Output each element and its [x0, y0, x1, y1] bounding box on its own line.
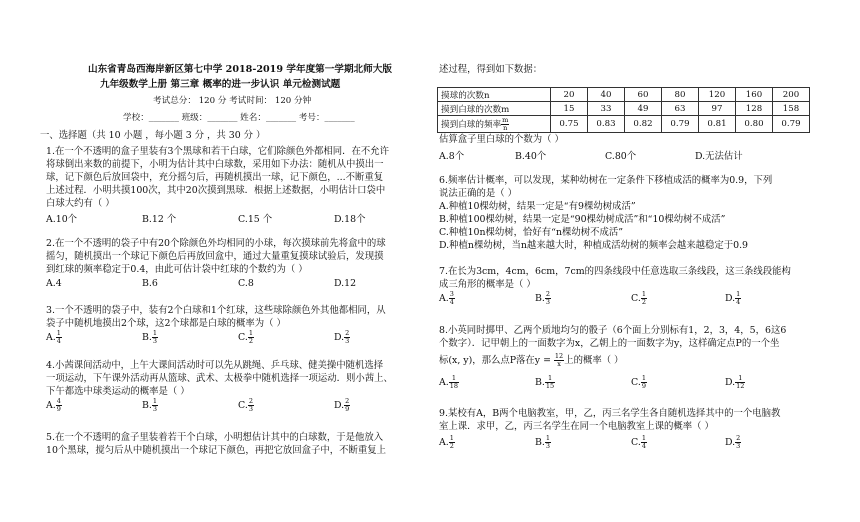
q6-option-a: A.种植10棵幼树，结果一定是“有9棵幼树成活”	[439, 201, 636, 212]
q1-line: 将球倒出来数的前提下，小明为估计其中白球数，采用如下办法：随机从中摸出一	[46, 159, 384, 170]
table-row	[438, 116, 810, 133]
table-cell: 158	[773, 102, 810, 116]
q8-option-c: C. $\frac{1}{9}$	[631, 374, 646, 390]
table-cell: 128	[736, 102, 773, 116]
q2-option-a: A.4	[46, 278, 62, 289]
doc-title-line1: 山东省青岛西海岸新区第七中学 2018-2019 学年度第一学期北师大版	[88, 64, 392, 75]
q5-line: 5.在一个不透明的盒子里装着若干个白球，小明想估计其中的白球数，于是他放入	[46, 432, 384, 443]
q6-line: 6.频率估计概率，可以发现，某种幼树在一定条件下移植成活的概率为0.9，下列	[439, 175, 773, 186]
q3-option-a: A. $\frac{1}{4}$	[46, 329, 61, 345]
table-cell: 0.80	[736, 116, 773, 133]
q2-line: 2.在一个不透明的袋子中有20个除颜色外均相同的小球，每次摸球前先将盒中的球	[46, 238, 386, 249]
q3-line: 3.一个不透明的袋子中，装有2个白球和1个红球，这些球除颜色外其他都相同，从	[46, 305, 386, 316]
table-cell: 200	[773, 88, 810, 102]
frequency-table	[437, 87, 810, 133]
q9-option-d: D. $\frac{2}{3}$	[725, 434, 741, 450]
table-cell: 49	[625, 102, 662, 116]
table-cell: 0.81	[699, 116, 736, 133]
q2-option-d: D.12	[334, 278, 357, 289]
q4-option-c: C. $\frac{2}{3}$	[238, 397, 253, 413]
q7-line: 成三角形的概率是（ ）	[439, 279, 536, 290]
q8-line: 标(x, y)，那么点P落在y = $\frac{12}{x}$ 上的概率（ ）	[439, 352, 624, 368]
q1-option-a: A.10个	[46, 214, 78, 225]
table-cell: 摸到白球的次数m	[438, 102, 551, 116]
q9-option-b: B. $\frac{1}{3}$	[535, 434, 551, 450]
table-cell: 20	[551, 88, 588, 102]
table-cell: 0.83	[588, 116, 625, 133]
q1-line: 白球大约有（ ）	[46, 198, 115, 209]
table-row	[438, 88, 810, 102]
q5-line: 10个黑球，搅匀后从中随机摸出一个球记下颜色，再把它放回盒子中，不断重复上	[46, 445, 387, 456]
q3-option-c: C. $\frac{1}{2}$	[238, 329, 253, 345]
q4-line: 一项运动，下午课外活动再从篮球、武术、太极拳中随机选择一项运动．则小茜上、	[46, 373, 393, 384]
table-cell: 0.79	[773, 116, 810, 133]
q9-option-a: A. $\frac{1}{2}$	[439, 434, 454, 450]
q5-option-c: C.80个	[605, 151, 637, 162]
q1-option-b: B.12 个	[142, 214, 177, 225]
table-cell: 40	[588, 88, 625, 102]
table-cell: 80	[662, 88, 699, 102]
q4-option-b: B. $\frac{1}{3}$	[142, 397, 158, 413]
q1-option-d: D.18个	[334, 214, 366, 225]
q8-line: 个数字）．记甲朝上的一面数字为x，乙朝上的一面数字为y，这样确定点P的一个坐	[439, 338, 780, 349]
q5-continued: 述过程，得到如下数据：	[439, 64, 543, 75]
q7-option-a: A. $\frac{3}{4}$	[439, 290, 454, 306]
table-cell: 160	[736, 88, 773, 102]
table-cell: 0.75	[551, 116, 588, 133]
q8-option-b: B. $\frac{1}{15}$	[535, 374, 555, 390]
table-cell: 0.82	[625, 116, 662, 133]
q5-option-d: D.无法估计	[695, 151, 743, 162]
q5-option-b: B.40个	[515, 151, 547, 162]
q7-option-d: D. $\frac{1}{4}$	[725, 290, 741, 306]
table-cell: 摸到白球的频率 $\frac{m}{n}$	[438, 116, 551, 133]
q5-question: 估算盒子里白球的个数为（ ）	[439, 134, 564, 145]
q8-option-a: A. $\frac{1}{18}$	[439, 374, 459, 390]
q8-line: 8.小英同时掷甲、乙两个质地均匀的骰子（6个面上分别标有1，2，3，4，5，6这6	[439, 325, 787, 336]
q6-line: 说法正确的是（ ）	[439, 188, 517, 199]
exam-info: 考试总分： 120 分 考试时间： 120 分钟	[153, 96, 312, 106]
q1-line: 上述过程．小明共摸100次，其中20次摸到黑球．根据上述数据，小明估计口袋中	[46, 185, 386, 196]
q4-line: 下午都选中球类运动的概率是（ ）	[46, 386, 190, 397]
q4-option-a: A. $\frac{4}{9}$	[46, 397, 61, 413]
q9-line: 9.某校有A，B两个电脑教室，甲，乙，丙三名学生各自随机选择其中的一个电脑教	[439, 408, 781, 419]
q2-option-b: B.6	[142, 278, 158, 289]
q3-line: 袋子中随机地摸出2个球，这2个球都是白球的概率为（ ）	[46, 318, 286, 329]
doc-title-line2: 九年级数学上册 第三章 概率的进一步认识 单元检测试题	[100, 79, 341, 90]
q9-line: 室上课．求甲，乙，丙三名学生在同一个电脑教室上课的概率（ ）	[439, 421, 714, 432]
q2-line: 摇匀，随机摸出一个球记下颜色后再放回盒中，通过大量重复摸球试验后，发现摸	[46, 251, 384, 262]
q1-line: 球，记下颜色后放回袋中，充分摇匀后，再随机摸出一球，记下颜色，...不断重复	[46, 172, 384, 183]
q4-option-d: D. $\frac{2}{9}$	[334, 397, 350, 413]
q8-option-d: D. $\frac{1}{12}$	[725, 374, 745, 390]
table-cell: 33	[588, 102, 625, 116]
table-cell: 0.79	[662, 116, 699, 133]
q1-option-c: C.15 个	[238, 214, 273, 225]
q7-option-c: C. $\frac{1}{2}$	[631, 290, 646, 306]
q6-option-d: D.种植n棵幼树，当n越来越大时，种植成活幼树的频率会越来越稳定于0.9	[439, 240, 749, 251]
table-cell: 63	[662, 102, 699, 116]
table-cell: 60	[625, 88, 662, 102]
q3-option-d: D. $\frac{2}{3}$	[334, 329, 350, 345]
table-cell: 97	[699, 102, 736, 116]
table-cell: 120	[699, 88, 736, 102]
q1-line: 1.在一个不透明的盒子里装有3个黑球和若干白球，它们除颜色外都相同．在不允许	[46, 146, 390, 157]
q4-line: 4.小茜课间活动中，上午大课间活动时可以先从跳绳、乒乓球、健美操中随机选择	[46, 360, 384, 371]
q9-option-c: C. $\frac{1}{4}$	[631, 434, 646, 450]
section-heading: 一、选择题（共 10 小题 ，每小题 3 分 ，共 30 分 ）	[40, 130, 266, 141]
q7-option-b: B. $\frac{2}{3}$	[535, 290, 551, 306]
table-row	[438, 102, 810, 116]
q3-option-b: B. $\frac{1}{3}$	[142, 329, 158, 345]
q2-option-c: C.8	[238, 278, 254, 289]
table-cell: 摸球的次数n	[438, 88, 551, 102]
q6-option-c: C.种植10n棵幼树，恰好有“n棵幼树不成活”	[439, 227, 624, 238]
table-cell: 15	[551, 102, 588, 116]
q2-line: 到红球的频率稳定于0.4，由此可估计袋中红球的个数约为（ ）	[46, 264, 308, 275]
q7-line: 7.在长为3cm，4cm，6cm，7cm的四条线段中任意选取三条线段，这三条线段能构	[439, 266, 791, 277]
student-info: 学校：_______ 班级：_______ 姓名：_______ 考号：_______	[123, 113, 355, 123]
q6-option-b: B.种植100棵幼树，结果一定是“90棵幼树成活”和“10棵幼树不成活”	[439, 214, 726, 225]
q5-option-a: A.8个	[439, 151, 465, 162]
